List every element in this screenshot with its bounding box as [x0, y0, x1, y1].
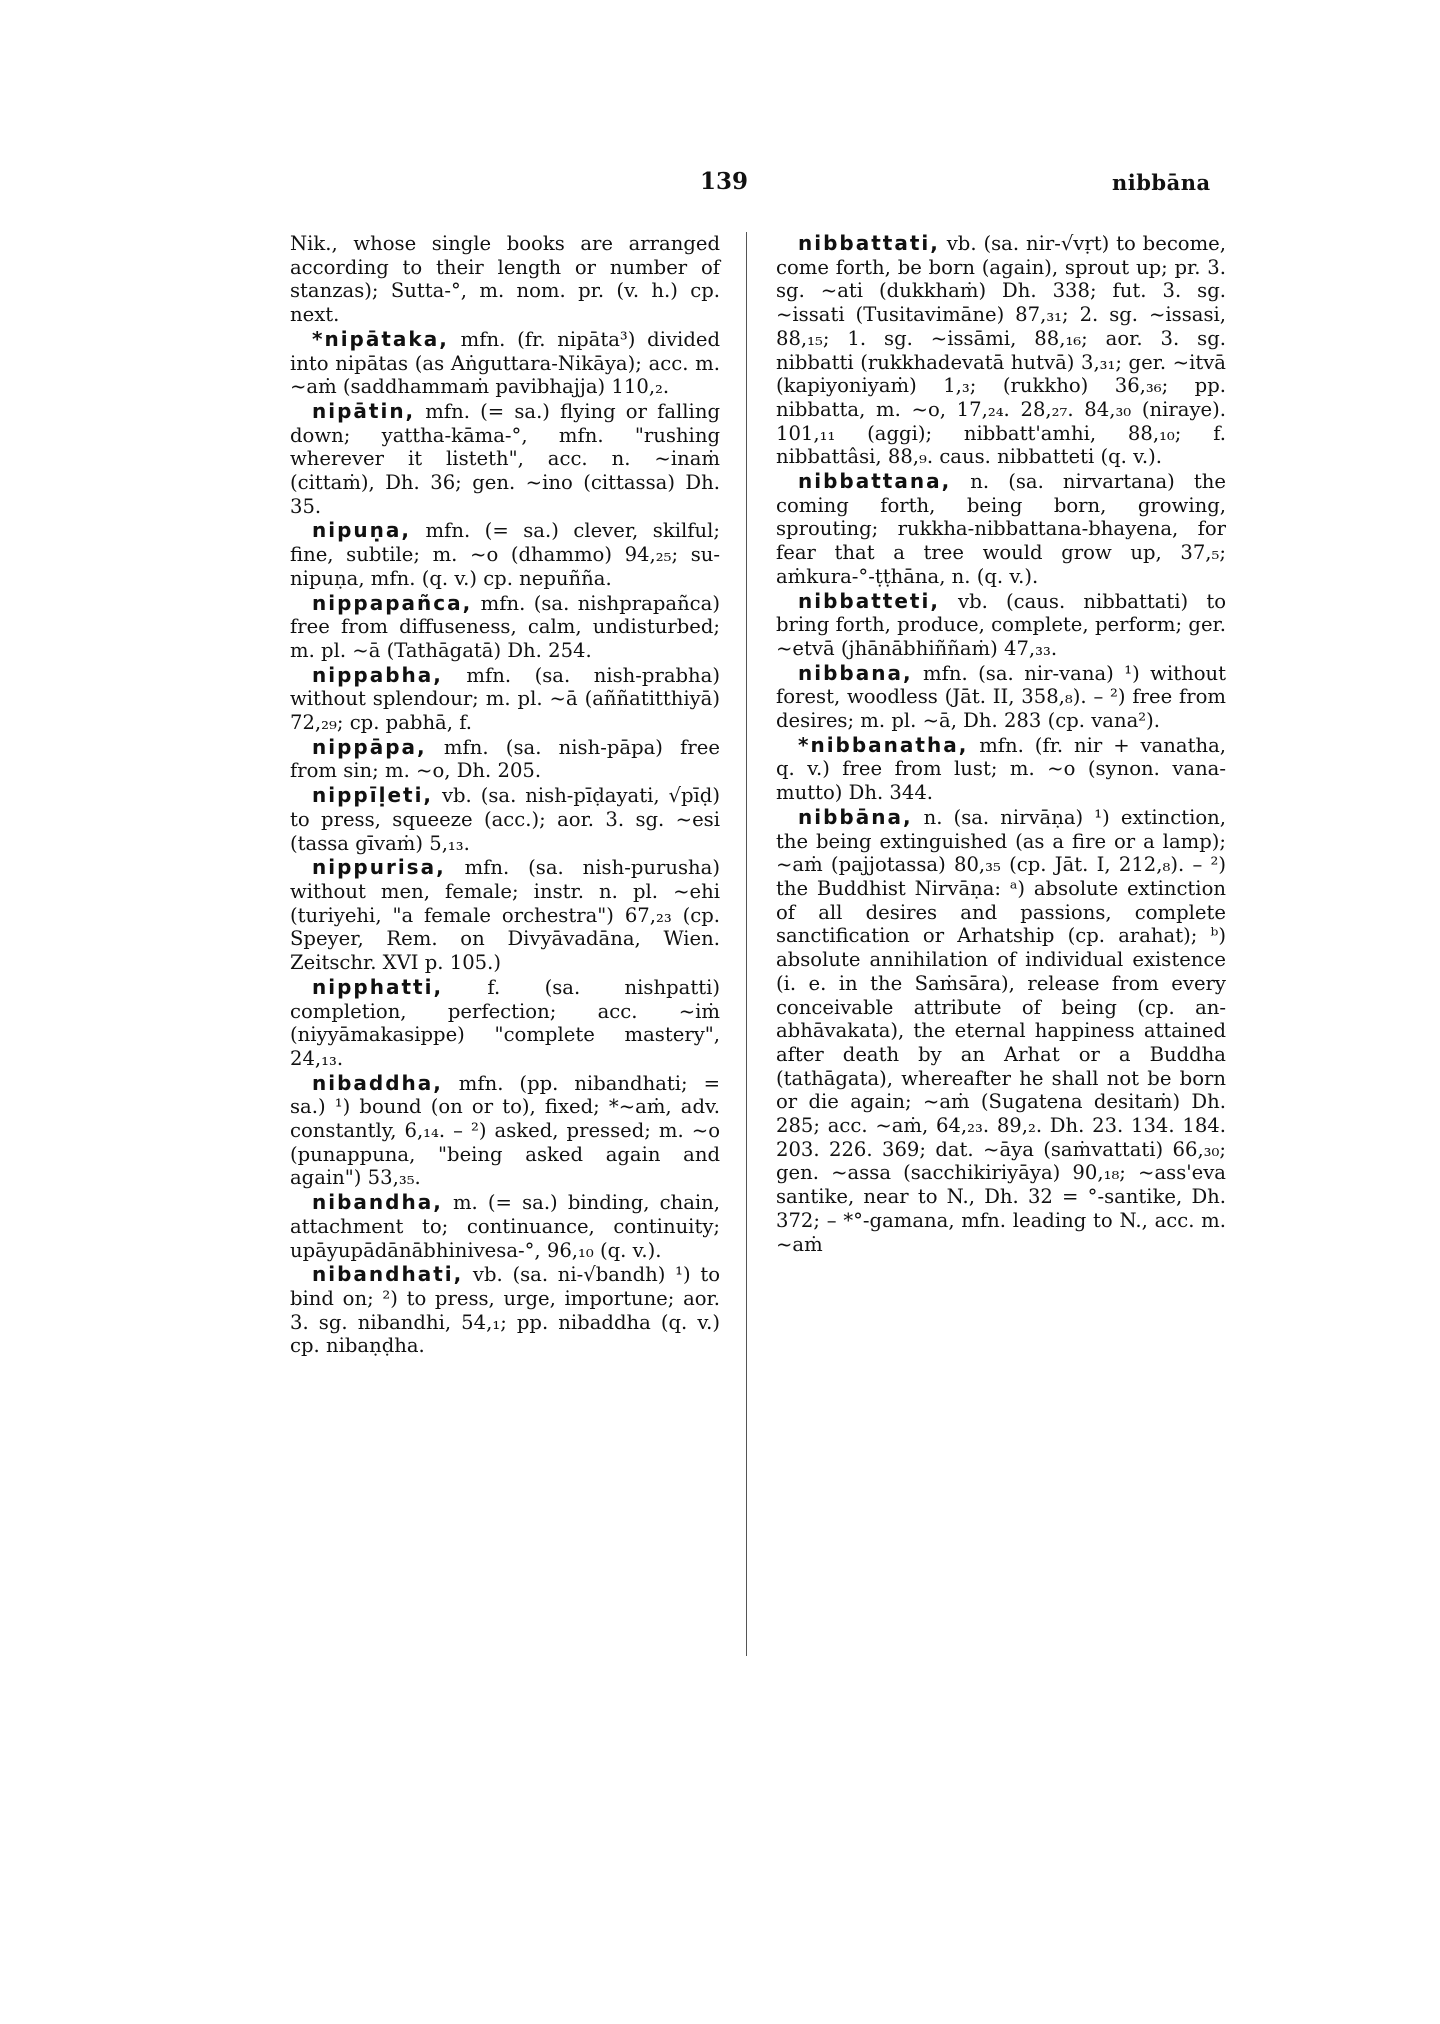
page-number: 139 — [700, 168, 749, 195]
entry-text: vb. (sa. nish-pīḍayati, √pīḍ) to press, squeeze (acc.); aor. 3. sg. ~esi (tassa gīvaṁ) 5,₁₃. — [290, 784, 720, 855]
entry-text: n. (sa. nirvāṇa) ¹) extinction, the being extinguished (as a fire or a lamp); ~aṁ (pajjotassa) 80,₃₅ (cp. Jāt. I, 212,₈). – ²) the Buddhist Nirvāṇa: ᵃ) absolute extinction of all desires and passions, complete sanctification or Arhatship (cp. arahat); ᵇ) absolute annihilation of individual existence (i. e. in the Saṁsāra), release from every conceivable attribute of being (cp. an-abhāvakata), the eternal happiness attained after death by an Arhat or a Buddha (tathāgata), whereafter he shall not be born or die again; ~aṁ (Sugatena desitaṁ) Dh. 285; acc. ~aṁ, 64,₂₃. 89,₂. Dh. 23. 134. 184. 203. 226. 369; dat. ~āya (saṁvattati) 66,₃₀; gen. ~assa (sacchikiriyāya) 90,₁₈; ~ass'eva santike, near to N., Dh. 32 = °-santike, Dh. 372; – *°-gamana, mfn. leading to N., acc. m. ~aṁ — [776, 805, 1226, 1256]
entry-headword: nippabha, — [312, 662, 443, 687]
entry-headword: nibbattana, — [798, 469, 952, 494]
entry-headword: nibbāna, — [798, 804, 913, 829]
dictionary-entry — [290, 1072, 720, 1191]
dictionary-entry — [290, 592, 720, 663]
dictionary-entry — [290, 1191, 720, 1262]
dictionary-entry — [290, 400, 720, 519]
entry-text: mfn. (sa. nishprapañca) free from diffuseness, calm, undisturbed; m. pl. ~ā (Tathāgatā) Dh. 254. — [290, 591, 720, 662]
entry-headword: nipuṇa, — [312, 518, 411, 543]
entry-text: mfn. (sa. nir-vana) ¹) without forest, woodless (Jāt. II, 358,₈). – ²) free from desires; m. pl. ~ā, Dh. 283 (cp. vana²). — [776, 661, 1226, 733]
dictionary-entry — [290, 232, 720, 327]
dictionary-entry — [290, 784, 720, 855]
entry-text: mfn. (fr. nipāta³) divided into nipātas (as Aṅguttara-Nikāya); acc. m. ~aṁ (saddhammaṁ pavibhajja) 110,₂. — [290, 327, 720, 399]
column-divider — [746, 232, 747, 1656]
page-header — [0, 168, 1440, 198]
entry-text: f. (sa. nishpatti) completion, perfection; acc. ~iṁ (niyyāmakasippe) "complete mastery", 24,₁₃. — [290, 975, 720, 1070]
entry-text: mfn. (fr. nir + vanatha, q. v.) free from lust; m. ~o (synon. vana-mutto) Dh. 344. — [776, 733, 1226, 805]
dictionary-entry — [776, 470, 1226, 589]
dictionary-entry — [290, 328, 720, 399]
dictionary-entry — [776, 734, 1226, 805]
entry-headword: nibandhati, — [312, 1262, 464, 1287]
dictionary-entry — [290, 664, 720, 735]
entry-text: mfn. (pp. nibandhati; = sa.) ¹) bound (on or to), fixed; *~aṁ, adv. constantly, 6,₁₄. – ²) asked, pressed; m. ~o (punappuna, "being asked again and again") 53,₃₅. — [290, 1071, 720, 1190]
entry-headword: nibandha, — [312, 1190, 443, 1215]
dictionary-entry — [290, 736, 720, 783]
entry-text: mfn. (sa. nish-purusha) without men, female; instr. n. pl. ~ehi (turiyehi, "a female orchestra") 67,₂₃ (cp. Speyer, Rem. on Divyāvadāna, Wien. Zeitschr. XVI p. 105.) — [290, 856, 720, 975]
entry-headword: nipātin, — [312, 398, 416, 423]
entry-headword: nippīḷeti, — [312, 783, 434, 808]
dictionary-entry — [290, 976, 720, 1071]
dictionary-entry — [290, 519, 720, 590]
entry-text: Nik., whose single books are arranged according to their length or number of stanzas); Sutta-°, m. nom. pr. (v. h.) cp. next. — [290, 232, 720, 327]
entry-headword: nibbatteti, — [798, 588, 940, 613]
entry-headword: nibaddha, — [312, 1070, 443, 1095]
entry-text: vb. (sa. nir-√vṛt) to become, come forth, be born (again), sprout up; pr. 3. sg. ~ati (dukkhaṁ) Dh. 338; fut. 3. sg. ~issati (Tusitavimāne) 87,₃₁; 2. sg. ~issasi, 88,₁₅; 1. sg. ~issāmi, 88,₁₆; aor. 3. sg. nibbatti (rukkhadevatā hutvā) 3,₃₁; ger. ~itvā (kapiyoniyaṁ) 1,₃; (rukkho) 36,₃₆; pp. nibbatta, m. ~o, 17,₂₄. 28,₂₇. 84,₃₀ (niraye). 101,₁₁ (aggi); nibbatt'amhi, 88,₁₀; f. nibbattâsi, 88,₉. caus. nibbatteti (q. v.). — [776, 232, 1226, 469]
dictionary-entry — [290, 1263, 720, 1358]
dictionary-entry — [290, 856, 720, 975]
dictionary-entry — [776, 806, 1226, 1256]
dictionary-entry — [776, 662, 1226, 733]
entry-text: vb. (caus. nibbattati) to bring forth, produce, complete, perform; ger. ~etvā (jhānābhiññaṁ) 47,₃₃. — [776, 589, 1226, 660]
entry-headword: nippapañca, — [312, 590, 473, 615]
entry-text: mfn. (= sa.) flying or falling down; yattha-kāma-°, mfn. "rushing wherever it listeth", acc. n. ~inaṁ (cittaṁ), Dh. 36; gen. ~ino (cittassa) Dh. 35. — [290, 399, 720, 518]
entry-headword: *nipātaka, — [312, 326, 449, 351]
entry-headword: *nibbanatha, — [798, 732, 969, 757]
entry-headword: nippāpa, — [312, 734, 427, 759]
entry-headword: nibbana, — [798, 660, 913, 685]
right-column — [776, 232, 1226, 1257]
entry-text: n. (sa. nirvartana) the coming forth, being born, growing, sprouting; rukkha-nibbattana-bhayena, for fear that a tree would grow up, 37,₅; aṁkura-°-ṭṭhāna, n. (q. v.). — [776, 470, 1226, 588]
entry-headword: nippurisa, — [312, 855, 446, 880]
entry-text: mfn. (sa. nish-prabha) without splendour; m. pl. ~ā (aññatitthiyā) 72,₂₉; cp. pabhā, f. — [290, 663, 720, 735]
dictionary-entry — [776, 232, 1226, 469]
entry-headword: nipphatti, — [312, 974, 444, 999]
entry-text: vb. (sa. ni-√bandh) ¹) to bind on; ²) to press, urge, importune; aor. 3. sg. nibandhi, 54,₁; pp. nibaddha (q. v.) cp. nibaṇḍha. — [290, 1263, 720, 1358]
running-head: nibbāna — [1112, 170, 1211, 195]
entry-text: mfn. (= sa.) clever, skilful; fine, subtile; m. ~o (dhammo) 94,₂₅; su-nipuṇa, mfn. (q. v.) cp. nepuñña. — [290, 519, 720, 590]
entry-text: mfn. (sa. nish-pāpa) free from sin; m. ~o, Dh. 205. — [290, 735, 720, 783]
entry-text: m. (= sa.) binding, chain, attachment to; continuance, continuity; upāyupādānābhinivesa-°, 96,₁₀ (q. v.). — [290, 1191, 720, 1262]
dictionary-entry — [776, 590, 1226, 661]
left-column — [290, 232, 720, 1359]
entry-headword: nibbattati, — [798, 231, 940, 255]
